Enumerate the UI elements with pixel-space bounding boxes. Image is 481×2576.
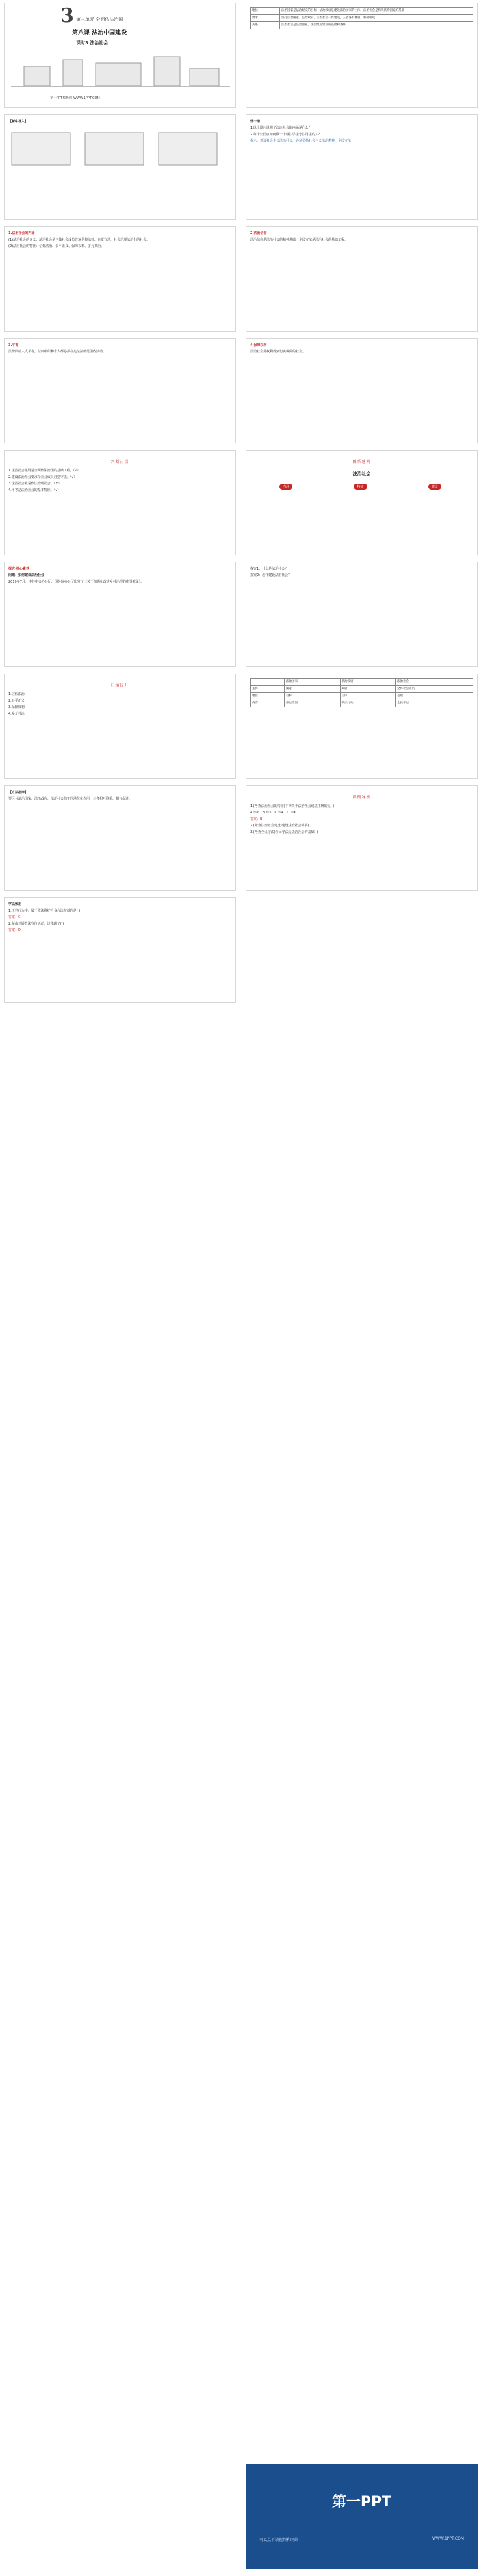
- inquiry-case: 2019年7月，中共中央办公厅、国务院办公厅印发了《关于加强和改进乡村治理的指导意见》。: [8, 580, 144, 584]
- option: B.①③: [262, 811, 272, 815]
- footer-logo: 第一PPT: [332, 2494, 392, 2510]
- cover-lesson-title: 第八课 法治中国建设: [72, 30, 127, 36]
- table-cell: 地位: [251, 8, 280, 15]
- cover-unit-title: 第三单元 全面依法治国: [76, 17, 124, 22]
- table-header-row: [251, 679, 473, 686]
- table-row: [251, 700, 473, 707]
- table-header-cell: 法治国家: [285, 679, 341, 686]
- concept-slide: [4, 226, 236, 332]
- cover-site: 第一PPT模板网-WWW.1PPT.COM: [50, 96, 100, 100]
- table-cell: 依法行政: [340, 700, 396, 707]
- table-cell: 目标: [285, 693, 341, 700]
- structure-node: 内涵: [280, 484, 292, 490]
- footer-banner: [246, 2464, 478, 2569]
- equal-slide: [4, 338, 236, 443]
- table-cell: 主体: [340, 693, 396, 700]
- structure-node: 建设: [428, 484, 441, 490]
- cover-slide: [4, 3, 236, 108]
- table-cell: 基础: [396, 693, 473, 700]
- table-cell: 坚持法治国家、法治政府、法治社会一体建设，三者各有侧重、相辅相成: [280, 15, 473, 22]
- inquiry-question: 探究2：怎样建设法治社会？: [250, 573, 292, 577]
- belief-slide: [246, 226, 478, 332]
- table-row: [251, 15, 473, 22]
- belief-paragraph: 法治信仰是法治社会的精神基础，全民守法是法治社会的基础工程。: [250, 238, 348, 242]
- table-cell: 法治国家是法治建设的目标，法治政府是建设法治国家的主体，法治社会是构筑法治国家的基础: [280, 8, 473, 15]
- question-1: 1.以上图片说明了法治社会的内涵是什么？: [250, 126, 312, 130]
- cover-illustration: [11, 50, 230, 89]
- exercise-answer: 答案：B: [250, 817, 263, 821]
- compare-table-slide: [246, 674, 478, 779]
- intro-questions-slide: [246, 114, 478, 220]
- table-cell: 国家: [285, 686, 341, 693]
- structure-center: 法治社会: [352, 471, 371, 477]
- training-question: 2.某市开展普法宣传活动，这体现了( ): [8, 922, 64, 926]
- table-cell: 全民守法: [396, 700, 473, 707]
- practice-label: 判断正误: [110, 460, 129, 464]
- exercise-question: 3.(考查全民守法)全民守法是法治社会的基础( ): [250, 830, 318, 834]
- table-row: [251, 8, 473, 15]
- practice-item: 3.法治社会就是依法治理社会。（×）: [8, 482, 62, 486]
- table-cell: 政府: [340, 686, 396, 693]
- question-2: 2.每个公民应如何做一个尊法学法守法用法的人？: [250, 133, 322, 137]
- rights-title: 4.保障权利: [250, 343, 267, 347]
- table-header-cell: 法治社会: [396, 679, 473, 686]
- option: C.②④: [274, 811, 284, 815]
- structure-slide: [246, 450, 478, 555]
- structure-label: 体系建构: [352, 460, 371, 464]
- panel-title: 情一情: [250, 120, 261, 124]
- table-cell: 法治社会是法治国家、法治政府建设的基础和条件: [280, 22, 473, 29]
- inquiry-label: 探究·核心素养: [8, 567, 29, 571]
- inquiry-slide: [4, 562, 236, 667]
- table-cell: 全体社会成员: [396, 686, 473, 693]
- table-cell: 地位: [251, 693, 285, 700]
- structure-node: 特征: [354, 484, 367, 490]
- compare-table: [250, 678, 473, 707]
- table-row: [251, 22, 473, 29]
- table-slide-top: [246, 3, 478, 108]
- practice-item: 2.建设法治社会要求全社会成员自觉守法。（√）: [8, 475, 77, 479]
- summary-table: [250, 7, 473, 29]
- intro-pictures: [8, 129, 223, 168]
- core-point: 3.保障权利: [8, 705, 25, 709]
- training-slide: [4, 897, 236, 1003]
- option: D.③④: [287, 811, 296, 815]
- inquiry-question: 探究1：什么是法治社会？: [250, 567, 289, 571]
- core-points-slide: [4, 674, 236, 779]
- intro-label: 【新中导入】: [8, 120, 29, 124]
- table-cell: 主体: [251, 686, 285, 693]
- training-answer: 答案：C: [8, 915, 21, 919]
- exercise-options: [250, 810, 473, 815]
- practice-slide: [4, 450, 236, 555]
- footer-left-text: 可以点下载视频和网站: [259, 2538, 299, 2542]
- intro-slide: [4, 114, 236, 220]
- inquiry-title: 问题：如何建设法治社会: [8, 573, 45, 577]
- exercise-slide: [246, 785, 478, 891]
- cover-unit-number: 3: [60, 5, 74, 27]
- table-header-cell: [251, 679, 285, 686]
- equal-title: 3.平等: [8, 343, 19, 347]
- table-header-cell: 法治政府: [340, 679, 396, 686]
- core-points-label: 归纳提升: [110, 683, 129, 688]
- table-cell: 关系: [251, 22, 280, 29]
- table-row: [251, 686, 473, 693]
- equal-paragraph: 法律面前人人平等，任何组织和个人都必须在宪法法律范围内活动。: [8, 350, 107, 354]
- cover-section-title: 课时3 法治社会: [76, 40, 109, 46]
- option: A.①②: [250, 811, 259, 815]
- footer-right-text: WWW.1PPT.COM: [432, 2536, 464, 2541]
- rights-slide: [246, 338, 478, 443]
- concept-title: 1.法治社会的内涵: [8, 231, 35, 235]
- core-point: 4.多元共治: [8, 712, 25, 716]
- concept-paragraph-2: (2)法治社会的特征：信仰法治、公平正义、保障权利、多元共治。: [8, 244, 105, 248]
- table-cell: 要求: [251, 15, 280, 22]
- memo-slide: [4, 785, 236, 891]
- training-question: 1.下列行为中，属于依法维护自身合法权益的是( ): [8, 909, 81, 913]
- inquiry-questions-slide: [246, 562, 478, 667]
- hint-text: 提示：建设社会主义法治社会，必须弘扬社会主义法治精神，全民守法: [250, 139, 352, 143]
- training-label: 学以致用: [8, 902, 22, 906]
- table-cell: 依法治国: [285, 700, 341, 707]
- exercise-question: 2.(考查法治社会建设)建设法治社会需要( ): [250, 824, 312, 828]
- exercise-question: 1.(考查法治社会的特征)下列关于法治社会说法正确的是( ): [250, 804, 335, 808]
- core-point: 2.公平正义: [8, 699, 25, 703]
- belief-title: 2.法治信仰: [250, 231, 267, 235]
- practice-item: 1.法治社会建设是全面依法治国的基础工程。（√）: [8, 469, 81, 473]
- core-point: 1.信仰法治: [8, 692, 25, 696]
- concept-paragraph-1: (1)法治社会的含义：法治社会是全体社会成员普遍信仰法律、自觉守法，社会治理法治化的社会。: [8, 238, 150, 242]
- rights-paragraph: 法治社会是权利得到切实保障的社会。: [250, 350, 306, 354]
- practice-item: 4.平等是法治社会的基本特征。（√）: [8, 488, 61, 492]
- memo-title: 【方法指津】: [8, 791, 29, 795]
- exercise-label: 典例导析: [352, 795, 371, 800]
- table-row: [251, 693, 473, 700]
- training-answer: 答案：D: [8, 928, 21, 932]
- table-cell: 内容: [251, 700, 285, 707]
- skyline-drawing: [11, 50, 230, 89]
- memo-text: 要区分法治国家、法治政府、法治社会的不同地位和作用，三者相互联系、相互促进。: [8, 797, 133, 801]
